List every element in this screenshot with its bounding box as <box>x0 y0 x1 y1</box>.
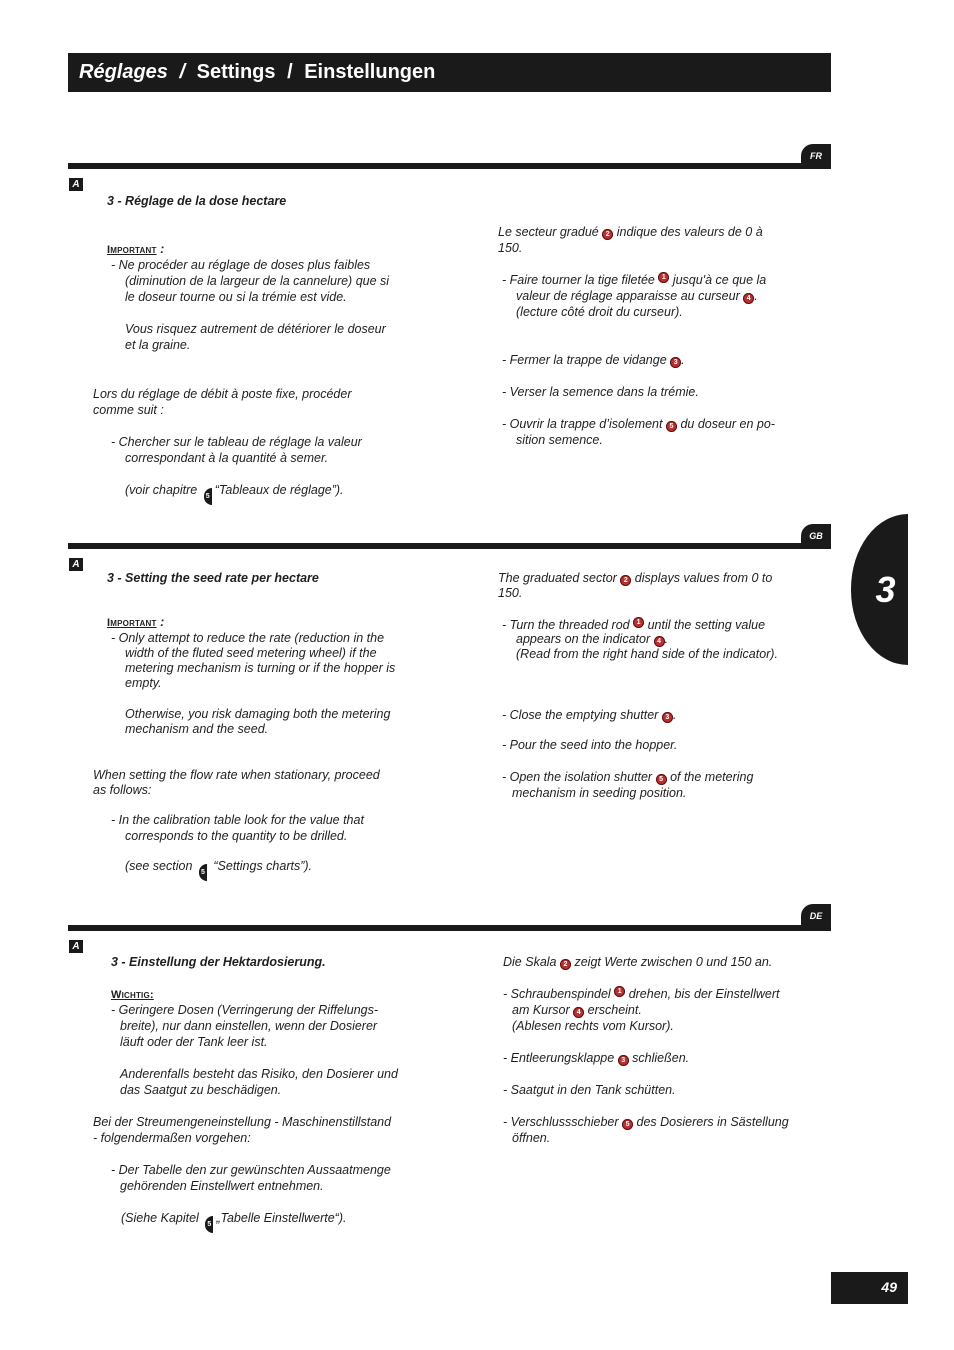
text-line: das Saatgut zu beschädigen. <box>120 1083 282 1097</box>
callout-2-icon: 2 <box>560 959 571 970</box>
section-divider-fr <box>68 163 831 169</box>
section-marker-gb: A <box>69 558 83 571</box>
text-line: appears on the indicator 4 . <box>516 632 669 646</box>
text-line: - Schraubenspindel 1 drehen, bis der Einstellwert <box>503 987 780 1001</box>
chapter-reference-gb: (see section 5 “Settings charts”). <box>125 859 312 881</box>
header-title-gb: Settings <box>196 61 276 83</box>
text-line: le doseur tourne ou si la trémie est vide. <box>125 290 347 304</box>
text-line: läuft oder der Tank leer ist. <box>120 1035 268 1049</box>
text-line: Otherwise, you risk damaging both the metering <box>125 707 391 721</box>
callout-1-icon: 1 <box>633 617 644 628</box>
text-line: - Ne procéder au réglage de doses plus faibles <box>111 258 371 272</box>
header-separator: / <box>287 61 293 83</box>
text-line: - Pour the seed into the hopper. <box>502 738 678 752</box>
text-line: empty. <box>125 676 162 690</box>
text-line: Anderenfalls besteht das Risiko, den Dosierer und <box>120 1067 398 1081</box>
text-line: am Kursor 4 erscheint. <box>512 1003 642 1017</box>
text-line: Lors du réglage de débit à poste fixe, procéder <box>93 387 352 401</box>
text-line: 150. <box>498 241 523 255</box>
text-line: (Ablesen rechts vom Kursor). <box>512 1019 674 1033</box>
text-line: öffnen. <box>512 1131 551 1145</box>
callout-1-icon: 1 <box>614 986 625 997</box>
lang-tab-de: DE <box>801 904 831 928</box>
text-line: - Faire tourner la tige filetée 1 jusqu'à ce que la <box>502 273 767 287</box>
text-line: - Fermer la trappe de vidange 3 . <box>502 353 685 367</box>
section-marker-de: A <box>69 940 83 953</box>
text-line: - Close the emptying shutter 3 . <box>502 708 677 722</box>
important-heading-de: Wichtig: <box>111 989 154 1001</box>
page-header <box>68 53 831 92</box>
text-line: width of the fluted seed metering wheel) if the <box>125 646 377 660</box>
text-line: metering mechanism is turning or if the hopper is <box>125 661 396 675</box>
section-divider-de <box>68 925 831 931</box>
page-number: 49 <box>831 1272 908 1304</box>
callout-4-icon: 4 <box>573 1007 584 1018</box>
text-line: as follows: <box>93 783 152 797</box>
text-line: - Der Tabelle den zur gewünschten Aussaatmenge <box>111 1163 391 1177</box>
chapter-reference-fr: (voir chapitre 5 “Tableaux de réglage”). <box>125 482 344 505</box>
section-subtitle-de: 3 - Einstellung der Hektardosierung. <box>111 955 326 969</box>
section-subtitle-fr: 3 - Réglage de la dose hectare <box>107 194 287 208</box>
chapter-tab: 3 <box>851 514 908 665</box>
callout-5-icon: 5 <box>622 1119 633 1130</box>
text-line: - Turn the threaded rod 1 until the setting value <box>502 618 766 632</box>
text-line: correspondant à la quantité à semer. <box>125 451 329 465</box>
text-line: - Chercher sur le tableau de réglage la valeur <box>111 435 362 449</box>
text-line: - Entleerungsklappe 3 schließen. <box>503 1051 690 1065</box>
text-line: Vous risquez autrement de détériorer le doseur <box>125 322 386 336</box>
text-line: mechanism in seeding position. <box>512 786 687 800</box>
text-line: (Read from the right hand side of the indicator). <box>516 647 778 661</box>
text-line: (diminution de la largeur de la cannelure) que si <box>125 274 390 288</box>
text-line: - Open the isolation shutter 5 of the metering <box>502 770 754 784</box>
text-line: - Geringere Dosen (Verringerung der Riffelungs- <box>111 1003 379 1017</box>
callout-3-icon: 3 <box>618 1055 629 1066</box>
text-line: mechanism and the seed. <box>125 722 269 736</box>
lang-tab-gb: GB <box>801 524 831 548</box>
section-subtitle-gb: 3 - Setting the seed rate per hectare <box>107 571 319 585</box>
text-line: - Ouvrir la trappe d’isolement 5 du doseur en po- <box>502 417 775 431</box>
callout-4-icon: 4 <box>743 293 754 304</box>
text-line: When setting the flow rate when stationary, proceed <box>93 768 380 782</box>
text-line: et la graine. <box>125 338 191 352</box>
important-heading-fr: Important : <box>107 242 165 256</box>
chapter-5-icon: 5 <box>199 864 207 881</box>
header-title-de: Einstellungen <box>304 61 436 83</box>
header-title-fr: Réglages <box>79 61 168 83</box>
lang-tab-fr: FR <box>801 144 831 168</box>
chapter-5-icon: 5 <box>205 1216 213 1233</box>
callout-2-icon: 2 <box>602 229 613 240</box>
text-line: 150. <box>498 586 523 600</box>
chapter-reference-de: (Siehe Kapitel 5 „Tabelle Einstellwerte“). <box>121 1210 346 1233</box>
text-line: comme suit : <box>93 403 164 417</box>
text-line: Le secteur gradué 2 indique des valeurs de 0 à <box>498 225 763 239</box>
text-line: (lecture côté droit du curseur). <box>516 305 683 319</box>
text-line: - Verschlussschieber 5 des Dosierers in Sästellung <box>503 1115 789 1129</box>
callout-4-icon: 4 <box>654 636 665 647</box>
text-line: The graduated sector 2 displays values from 0 to <box>498 571 773 585</box>
text-line: corresponds to the quantity to be drilled. <box>125 829 348 843</box>
callout-5-icon: 5 <box>666 421 677 432</box>
callout-3-icon: 3 <box>670 357 681 368</box>
text-line: Die Skala 2 zeigt Werte zwischen 0 und 150 an. <box>503 955 773 969</box>
chapter-5-icon: 5 <box>204 488 212 505</box>
text-line: breite), nur dann einstellen, wenn der Dosierer <box>120 1019 378 1033</box>
header-separator: / <box>179 61 186 83</box>
text-line: valeur de réglage apparaisse au curseur 4 . <box>516 289 758 303</box>
section-marker-fr: A <box>69 178 83 191</box>
text-line: gehörenden Einstellwert entnehmen. <box>120 1179 324 1193</box>
callout-3-icon: 3 <box>662 712 673 723</box>
text-line: - Only attempt to reduce the rate (reduction in the <box>111 631 385 645</box>
text-line: Bei der Streumengeneinstellung - Maschinenstillstand <box>93 1115 392 1129</box>
text-line: - In the calibration table look for the value that <box>111 813 364 827</box>
text-line: - Saatgut in den Tank schütten. <box>503 1083 676 1097</box>
important-heading-gb: Important : <box>107 615 165 629</box>
text-line: - Verser la semence dans la trémie. <box>502 385 699 399</box>
section-divider-gb <box>68 543 831 549</box>
text-line: sition semence. <box>516 433 603 447</box>
callout-1-icon: 1 <box>658 272 669 283</box>
callout-5-icon: 5 <box>656 774 667 785</box>
text-line: - folgendermaßen vorgehen: <box>93 1131 251 1145</box>
callout-2-icon: 2 <box>620 575 631 586</box>
